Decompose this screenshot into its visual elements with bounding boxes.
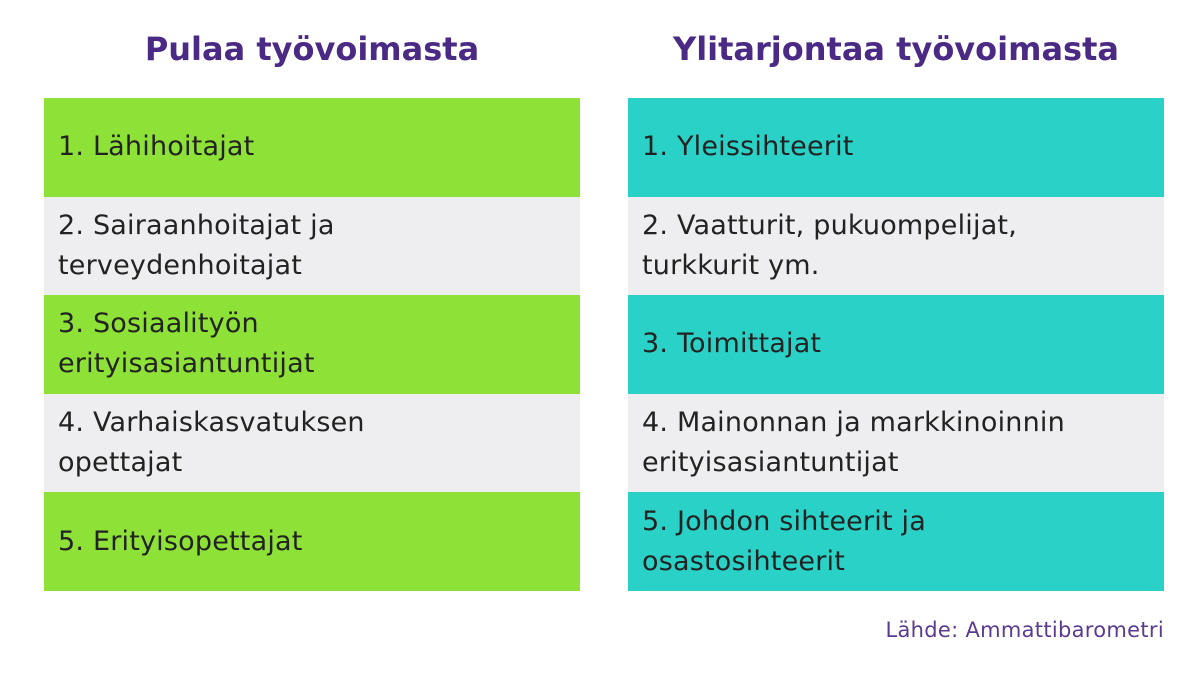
list-item [628, 98, 1164, 197]
shortage-list [44, 98, 580, 591]
list-item-label: 2. Vaatturit, pukuompelijat, turkkurit ym. [642, 209, 1018, 281]
list-item [628, 492, 1164, 591]
list-item-label: 5. Johdon sihteerit ja osastosihteerit [642, 505, 926, 577]
list-item [44, 394, 580, 493]
list-item [44, 492, 580, 591]
shortage-title: Pulaa työvoimasta [144, 30, 480, 68]
list-item [44, 295, 580, 394]
surplus-title: Ylitarjontaa työvoimasta [673, 30, 1119, 68]
source-caption: Lähde: Ammattibarometri [885, 618, 1164, 642]
list-item [44, 98, 580, 197]
list-item-label: 1. Lähihoitajat [58, 131, 255, 163]
list-item [628, 197, 1164, 296]
list-item-label: 3. Sosiaalityön erityisasiantuntijat [58, 308, 315, 380]
list-item-label: 5. Erityisopettajat [58, 525, 303, 557]
surplus-list [628, 98, 1164, 591]
list-item-label: 1. Yleissihteerit [642, 131, 854, 163]
list-item-label: 3. Toimittajat [642, 328, 822, 360]
list-item-label: 2. Sairaanhoitajat ja terveydenhoitajat [58, 209, 335, 281]
list-item-label: 4. Varhaiskasvatuksen opettajat [58, 407, 365, 479]
list-item [628, 295, 1164, 394]
list-item [628, 394, 1164, 493]
list-item [44, 197, 580, 296]
list-item-label: 4. Mainonnan ja markkinoinnin erityisasiantuntijat [642, 407, 1065, 479]
